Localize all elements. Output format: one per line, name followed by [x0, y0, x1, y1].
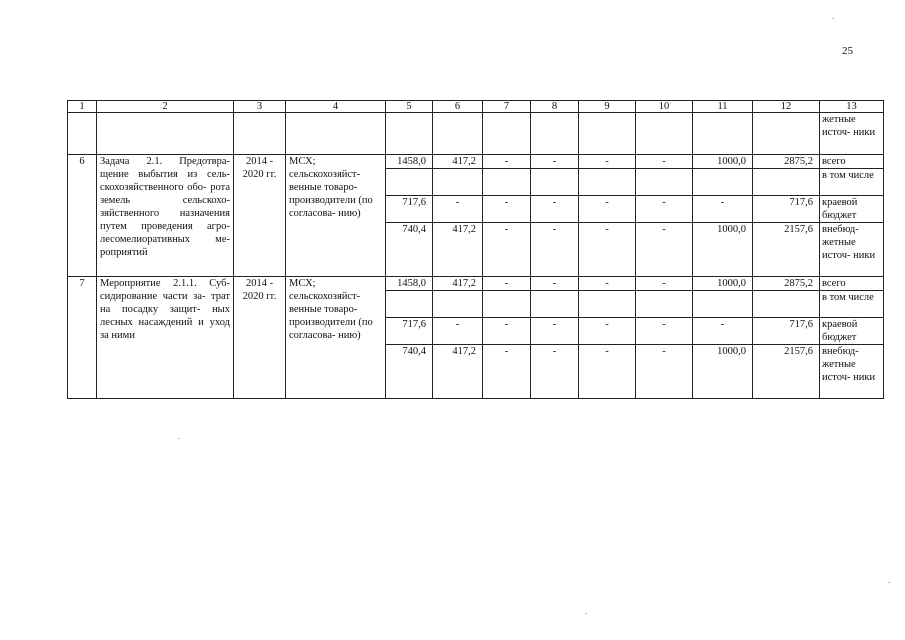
- value-cell: -: [636, 223, 693, 277]
- value-cell: -: [531, 223, 579, 277]
- value-cell: -: [483, 318, 531, 345]
- value-cell: 1000,0: [693, 155, 753, 169]
- value-cell: 1000,0: [693, 277, 753, 291]
- value-cell: -: [636, 318, 693, 345]
- row-number-cell: 6: [68, 155, 97, 277]
- value-cell: -: [483, 345, 531, 399]
- activity-name-cell: Мероприятие 2.1.1. Суб- сидирование части за- трат на посадку защит- ных лесных насаждений и уход за ними: [97, 277, 234, 399]
- column-number: 3: [234, 101, 286, 113]
- value-cell: -: [531, 277, 579, 291]
- row-number-cell: 7: [68, 277, 97, 399]
- column-number: 5: [386, 101, 433, 113]
- value-cell: -: [579, 277, 636, 291]
- value-cell: 717,6: [386, 196, 433, 223]
- value-cell: 417,2: [433, 345, 483, 399]
- column-number: 4: [286, 101, 386, 113]
- value-cell: 1458,0: [386, 155, 433, 169]
- column-number: 13: [820, 101, 884, 113]
- table-row: [68, 277, 884, 291]
- value-cell: 1000,0: [693, 223, 753, 277]
- value-cell: -: [483, 223, 531, 277]
- scan-speck: [832, 18, 834, 19]
- column-number: 12: [753, 101, 820, 113]
- page-number: 25: [842, 45, 853, 57]
- scan-speck: [585, 613, 587, 614]
- value-cell: -: [531, 196, 579, 223]
- value-cell: -: [531, 318, 579, 345]
- value-cell: -: [636, 345, 693, 399]
- value-cell: -: [579, 318, 636, 345]
- value-cell: -: [579, 223, 636, 277]
- value-cell: -: [693, 196, 753, 223]
- value-cell: -: [531, 345, 579, 399]
- column-number-row: [68, 101, 884, 113]
- column-number: 8: [531, 101, 579, 113]
- scan-speck: [178, 438, 180, 439]
- value-cell: -: [483, 196, 531, 223]
- funding-source-cell: краевой бюджет: [820, 318, 884, 345]
- period-cell: 2014 - 2020 гг.: [234, 277, 286, 399]
- value-cell: -: [483, 277, 531, 291]
- value-cell: -: [636, 155, 693, 169]
- value-cell: 1458,0: [386, 277, 433, 291]
- funding-source-cell: в том числе: [820, 169, 884, 196]
- value-cell: 717,6: [753, 196, 820, 223]
- column-number: 1: [68, 101, 97, 113]
- value-cell: 417,2: [433, 223, 483, 277]
- funding-source-cell: всего: [820, 277, 884, 291]
- executor-cell: МСХ; сельскохозяйст- венные товаро- производители (по согласова- нию): [286, 155, 386, 277]
- executor-cell: МСХ; сельскохозяйст- венные товаро- производители (по согласова- нию): [286, 277, 386, 399]
- value-cell: 1000,0: [693, 345, 753, 399]
- value-cell: 717,6: [386, 318, 433, 345]
- value-cell: -: [483, 155, 531, 169]
- value-cell: -: [693, 318, 753, 345]
- value-cell: -: [636, 277, 693, 291]
- value-cell: -: [433, 196, 483, 223]
- value-cell: 717,6: [753, 318, 820, 345]
- value-cell: -: [636, 196, 693, 223]
- column-number: 10: [636, 101, 693, 113]
- funding-source-cell: в том числе: [820, 291, 884, 318]
- period-cell: 2014 - 2020 гг.: [234, 155, 286, 277]
- value-cell: -: [433, 318, 483, 345]
- funding-source-cell: краевой бюджет: [820, 196, 884, 223]
- value-cell: -: [531, 155, 579, 169]
- activity-name-cell: Задача 2.1. Предотвра- щение выбытия из сель- скохозяйственного обо- рота земель сельскохо- зяйственного назначения путем проведения агро- лесомелиоративных ме- роприятий: [97, 155, 234, 277]
- funding-source-cell: всего: [820, 155, 884, 169]
- program-table: [67, 100, 884, 399]
- funding-source-cell: внебюд- жетные источ- ники: [820, 345, 884, 399]
- value-cell: 2157,6: [753, 223, 820, 277]
- funding-source-cell: внебюд- жетные источ- ники: [820, 223, 884, 277]
- scan-speck: [888, 582, 890, 583]
- value-cell: 2875,2: [753, 155, 820, 169]
- value-cell: -: [579, 196, 636, 223]
- value-cell: 417,2: [433, 155, 483, 169]
- continuation-row: [68, 113, 884, 155]
- value-cell: 740,4: [386, 345, 433, 399]
- column-number: 2: [97, 101, 234, 113]
- value-cell: 2157,6: [753, 345, 820, 399]
- value-cell: -: [579, 155, 636, 169]
- column-number: 7: [483, 101, 531, 113]
- column-number: 6: [433, 101, 483, 113]
- value-cell: 2875,2: [753, 277, 820, 291]
- value-cell: 417,2: [433, 277, 483, 291]
- value-cell: 740,4: [386, 223, 433, 277]
- funding-source-cell: жетные источ- ники: [820, 113, 884, 155]
- column-number: 11: [693, 101, 753, 113]
- value-cell: -: [579, 345, 636, 399]
- column-number: 9: [579, 101, 636, 113]
- table-row: [68, 155, 884, 169]
